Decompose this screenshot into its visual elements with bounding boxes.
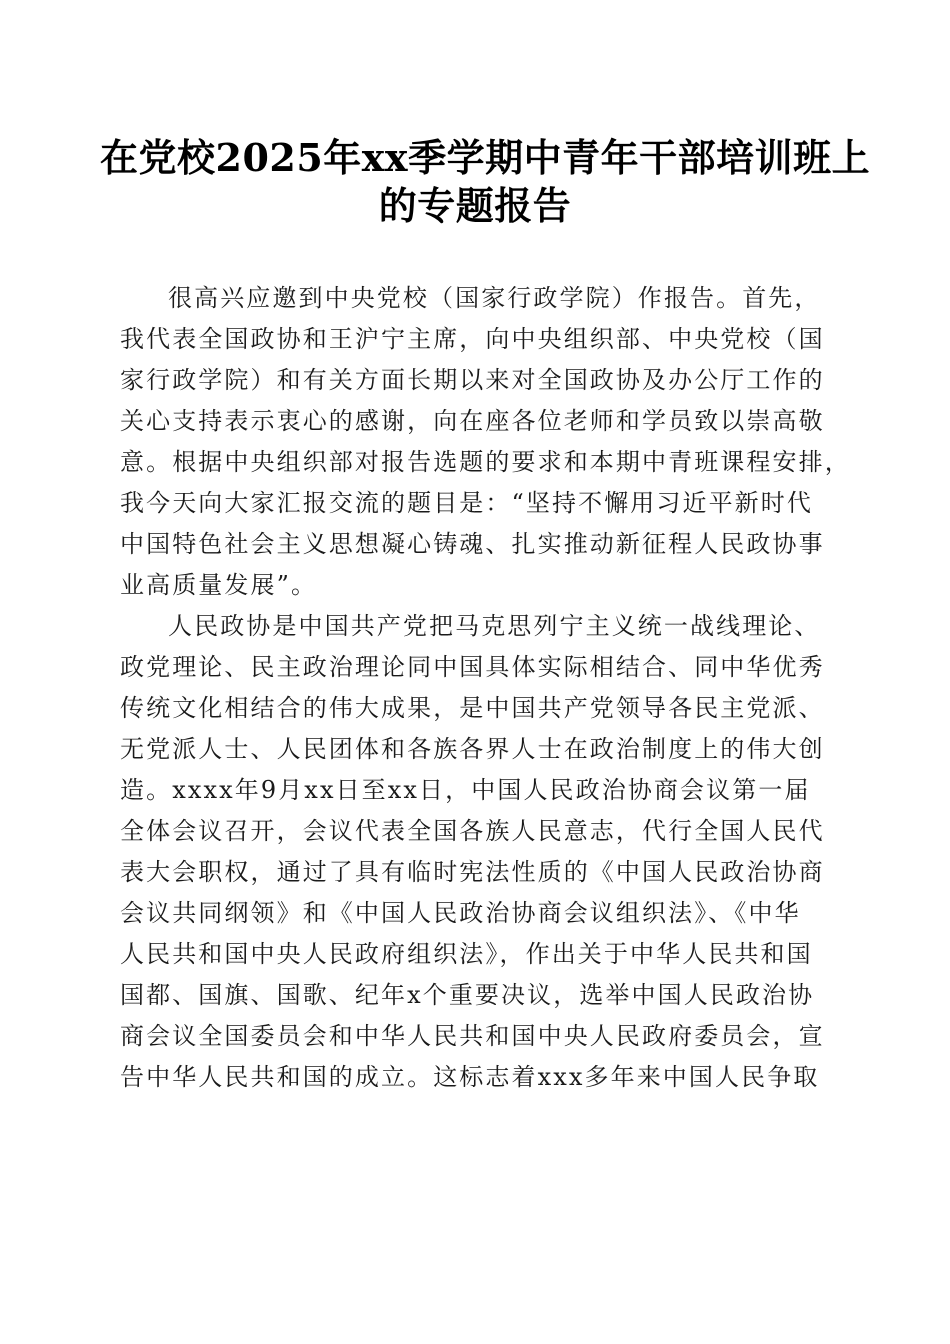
document-body xyxy=(120,278,851,1098)
title-line-1: 在党校2025年xx季学期中青年干部培训班上 xyxy=(100,135,871,180)
text-line: 告中华人民共和国的成立。这标志着xxx多年来中国人民争取 xyxy=(120,1063,820,1091)
text-line: 商会议全国委员会和中华人民共和国中央人民政府委员会，宣 xyxy=(120,1022,825,1050)
text-line: 中国特色社会主义思想凝心铸魂、扎实推动新征程人民政协事 xyxy=(120,530,825,558)
paragraph-2 xyxy=(120,606,830,1098)
title-line-2: 的专题报告 xyxy=(378,183,572,228)
text-line: 全体会议召开，会议代表全国各族人民意志，代行全国人民代 xyxy=(120,817,825,845)
text-line: 家行政学院）和有关方面长期以来对全国政协及办公厅工作的 xyxy=(120,366,825,394)
text-line: 关心支持表示衷心的感谢，向在座各位老师和学员致以崇高敬 xyxy=(120,407,825,435)
text-line: 人民共和国中央人民政府组织法》，作出关于中华人民共和国 xyxy=(120,940,813,968)
text-line: 造。xxxx年9月xx日至xx日，中国人民政治协商会议第一届 xyxy=(120,776,811,804)
text-line: 意。根据中央组织部对报告选题的要求和本期中青班课程安排， xyxy=(120,448,851,476)
text-line: 会议共同纲领》和《中国人民政治协商会议组织法》、《中华 xyxy=(120,899,801,927)
document-title xyxy=(100,134,871,230)
text-line: 政党理论、民主政治理论同中国具体实际相结合、同中华优秀 xyxy=(120,653,825,681)
text-line: 我代表全国政协和王沪宁主席，向中央组织部、中央党校（国 xyxy=(120,325,825,353)
text-line: 表大会职权，通过了具有临时宪法性质的《中国人民政治协商 xyxy=(120,858,825,886)
paragraph-1 xyxy=(120,278,851,606)
text-line: 国都、国旗、国歌、纪年x个重要决议，选举中国人民政治协 xyxy=(120,981,815,1009)
text-line: 很高兴应邀到中央党校（国家行政学院）作报告。首先， xyxy=(168,284,821,312)
text-line: 传统文化相结合的伟大成果，是中国共产党领导各民主党派、 xyxy=(120,694,825,722)
text-line: 无党派人士、人民团体和各族各界人士在政治制度上的伟大创 xyxy=(120,735,825,763)
text-line: 我今天向大家汇报交流的题目是：“坚持不懈用习近平新时代 xyxy=(120,489,813,517)
text-line: 人民政协是中国共产党把马克思列宁主义统一战线理论、 xyxy=(168,612,821,640)
text-line: 业高质量发展”。 xyxy=(120,571,318,599)
